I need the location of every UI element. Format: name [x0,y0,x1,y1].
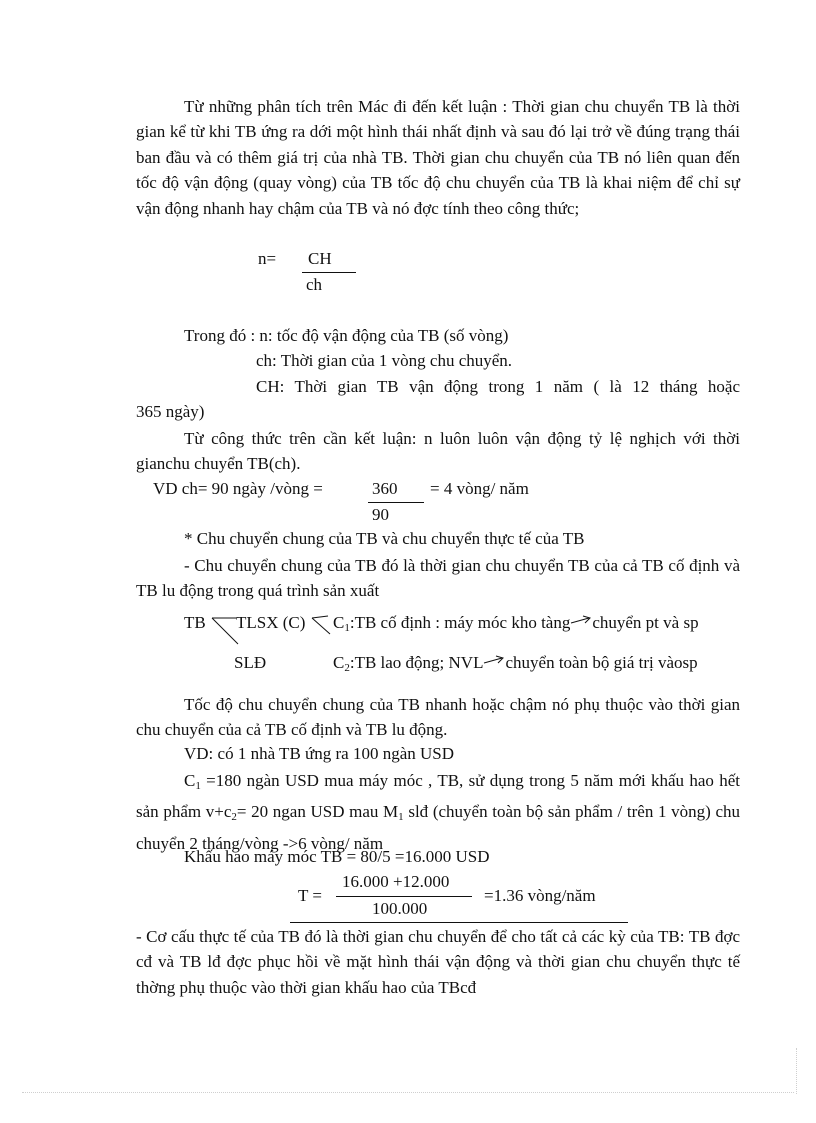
c1-label: C [333,613,345,632]
formula3-numerator: 16.000 +12.000 [342,872,450,891]
c1-var: C [184,771,196,790]
diagram-sld: SLĐ [234,653,267,672]
paragraph-speed: Tốc độ chu chuyển chung của TB nhanh hoặc chậm nó phụ thuộc vào thời gian chu chuyển của cả TB cố định và TB lu động. [136,695,740,740]
paragraph-actual-structure: - Cơ cấu thực tế của TB đó là thời gian chu chuyển để cho tất cả các kỳ của TB: TB đợc cđ và TB lđ đợc phục hồi về mặt hình thái vận động và thời gian chu chuyển thực tế thờng phụ thuộc vào thời gian khấu hao của TBcđ [136,927,740,997]
paragraph-general-circulation: - Chu chuyển chung của TB đó là thời gian chu chuyển TB của cả TB cố định và TB lu động trong quá trình sản xuất [136,556,740,601]
where-line-CH-cont: 365 ngày) [136,402,205,421]
paragraph-example-detail [136,768,740,856]
example-text-2: = 20 ngan USD mau M [236,802,399,822]
c1-tail: chuyển pt và sp [592,613,699,632]
diagram-tlsx: TLSX (C) [236,613,306,632]
c2-label: C [333,653,345,672]
formula3-lhs: T = [298,886,322,905]
c2-tail: chuyển toàn bộ giá trị vàosp [505,653,698,672]
formula2-denominator: 90 [372,505,389,524]
tb-sld-line [212,618,238,644]
where-line-ch: ch: Thời gian của 1 vòng chu chuyển. [256,351,513,370]
formula1-numerator: CH [308,249,332,268]
formula3-rhs: =1.36 vòng/năm [484,886,596,905]
diagram-c2 [333,652,698,679]
formula2-numerator: 360 [372,479,398,498]
example-line: VD: có 1 nhà TB ứng ra 100 ngàn USD [184,744,455,763]
diagram-tb: TB [184,613,206,632]
formula2-rhs: = 4 vòng/ năm [430,479,529,498]
example-text-3: slđ (chuyển toàn bộ sản phẩm / trên 1 vòng) chu chuyển 2 tháng/vòng ->6 vòng/ năm [136,802,741,853]
formula1-denominator: ch [306,275,323,294]
tlsx-c1-line [312,616,328,618]
depreciation-line: Khấu hao máy móc TB = 80/5 =16.000 USD [184,847,490,866]
arrow-right-icon [570,615,592,627]
diagram-c1 [333,612,699,639]
c1-var-subscript: 1 [195,780,201,792]
c2-var-subscript: 2 [231,811,237,824]
c2-subscript: 2 [344,662,350,674]
paragraph-inverse: Từ công thức trên cần kết luận: n luôn luôn vận động tỷ lệ nghịch với thời gianchu chuyển TB(ch). [136,429,740,474]
arrow-right-icon [483,655,505,667]
bullet-heading: * Chu chuyển chung của TB và chu chuyển thực tế của TB [184,529,585,548]
tlsx-c2-line [312,618,330,634]
c1-subscript: 1 [344,622,350,634]
formula2-fraction-bar [368,502,424,503]
c2-text: :TB lao động; NVL [349,653,484,672]
where-line-n: Trong đó : n: tốc độ vận động của TB (số vòng) [184,326,509,345]
page-bottom-border [22,1092,794,1093]
c1-text: :TB cố định : máy móc kho tàng [349,613,571,632]
paragraph-intro: Từ những phân tích trên Mác đi đến kết luận : Thời gian chu chuyển TB là thời gian kể từ khi TB ứng ra dới một hình thái nhất định và sau đó lại trở về đúng trạng thái ban đầu và có thêm giá trị của nhà TB. Thời gian chu chuyển của TB nó liên quan đến tốc độ vận động (quay vòng) của TB tốc độ chu chuyển của TB là khai niệm để chỉ sự vận động nhanh hay chậm của TB và nó đợc tính theo công thức; [136,97,740,218]
formula2-lhs: VD ch= 90 ngày /vòng = [153,479,323,498]
m1-var-subscript: 1 [398,811,404,824]
formula3-denominator: 100.000 [372,899,428,918]
where-line-CH: CH: Thời gian TB vận động trong 1 năm ( là 12 tháng hoặc [256,377,740,396]
formula3-underline [290,922,628,923]
example-text-1: =180 ngàn USD mua máy móc , TB, sử dụng trong 5 năm mới khấu hao hết sản phẩm v+c [136,771,740,822]
page-right-border [796,1048,797,1094]
formula1-fraction-bar [302,272,356,273]
formula3-fraction-bar [336,896,472,897]
formula1-lhs: n= [258,249,277,268]
